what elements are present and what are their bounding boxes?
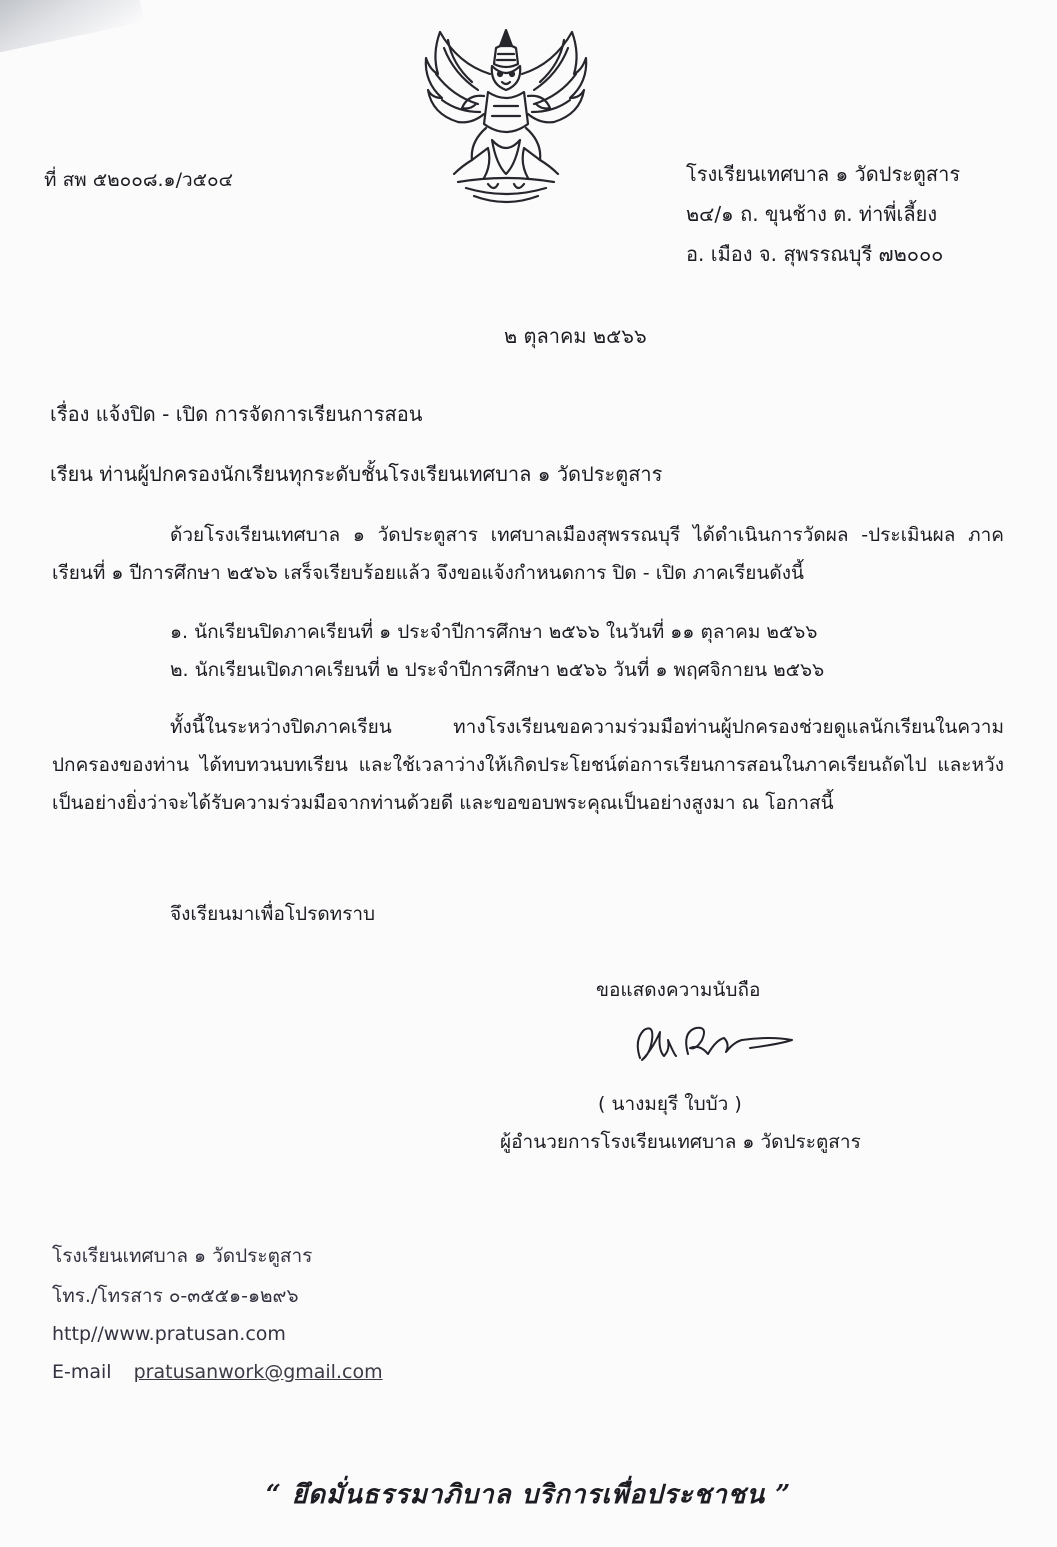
schedule-item-1: ๑. นักเรียนปิดภาคเรียนที่ ๑ ประจำปีการศึกษา ๒๕๖๖ ในวันที่ ๑๑ ตุลาคม ๒๕๖๖ [170, 621, 818, 643]
garuda-emblem-icon [418, 24, 594, 210]
email-label: E-mail [52, 1361, 112, 1383]
email-link[interactable]: pratusanwork@gmail.com [133, 1361, 383, 1383]
footer-email-row [52, 1358, 383, 1386]
org-name: โรงเรียนเทศบาล ๑ วัดประตูสาร [686, 162, 961, 186]
schedule-item-2: ๒. นักเรียนเปิดภาคเรียนที่ ๒ ประจำปีการศึกษา ๒๕๖๖ วันที่ ๑ พฤศจิกายน ๒๕๖๖ [170, 659, 825, 681]
school-motto: “ ยึดมั่นธรรมาภิบาล บริการเพื่อประชาชน ” [265, 1480, 792, 1510]
signatory-name: ( นางมยุรี ใบบัว ) [598, 1093, 742, 1115]
footer-school: โรงเรียนเทศบาล ๑ วัดประตูสาร [52, 1245, 313, 1267]
body-paragraph-1: ด้วยโรงเรียนเทศบาล ๑ วัดประตูสาร เทศบาลเมืองสุพรรณบุรี ได้ดำเนินการวัดผล -ประเมินผล ภาคเรียนที่ ๑ ปีการศึกษา ๒๕๖๖ เสร็จเรียบร้อยแล้ว จึงขอแจ้งกำหนดการ ปิด - เปิด ภาคเรียนดังนี้ [52, 524, 1004, 584]
address-line-1: ๒๔/๑ ถ. ขุนช้าง ต. ท่าพี่เลี้ยง [686, 202, 938, 226]
letter-date: ๒ ตุลาคม ๒๕๖๖ [504, 324, 647, 348]
closing-line: จึงเรียนมาเพื่อโปรดทราบ [170, 903, 376, 925]
subject-line: เรื่อง แจ้งปิด - เปิด การจัดการเรียนการสอน [50, 402, 423, 426]
regards-line: ขอแสดงความนับถือ [596, 979, 761, 1001]
footer-phone: โทร./โทรสาร ๐-๓๕๕๑-๑๒๙๖ [52, 1285, 299, 1307]
address-line-2: อ. เมือง จ. สุพรรณบุรี ๗๒๐๐๐ [686, 242, 944, 266]
salutation-line: เรียน ท่านผู้ปกครองนักเรียนทุกระดับชั้นโรงเรียนเทศบาล ๑ วัดประตูสาร [50, 462, 663, 486]
paper-shadow [0, 0, 144, 57]
footer-website[interactable]: http//www.pratusan.com [52, 1323, 286, 1345]
body-paragraph-2: ทั้งนี้ในระหว่างปิดภาคเรียน ทางโรงเรียนขอความร่วมมือท่านผู้ปกครองช่วยดูแลนักเรียนในความปกครองของท่าน ได้ทบทวนบทเรียน และใช้เวลาว่างให้เกิดประโยชน์ต่อการเรียนการสอนในภาคเรียนถัดไป และหวังเป็นอย่างยิ่งว่าจะได้รับความร่วมมือจากท่านด้วยดี และขอขอบพระคุณเป็นอย่างสูงมา ณ โอกาสนี้ [52, 716, 1004, 814]
reference-number: ที่ สพ ๕๒๐๐๘.๑/ว๕๐๔ [44, 169, 234, 191]
signatory-position: ผู้อำนวยการโรงเรียนเทศบาล ๑ วัดประตูสาร [500, 1131, 861, 1153]
handwritten-signature [630, 1010, 800, 1070]
